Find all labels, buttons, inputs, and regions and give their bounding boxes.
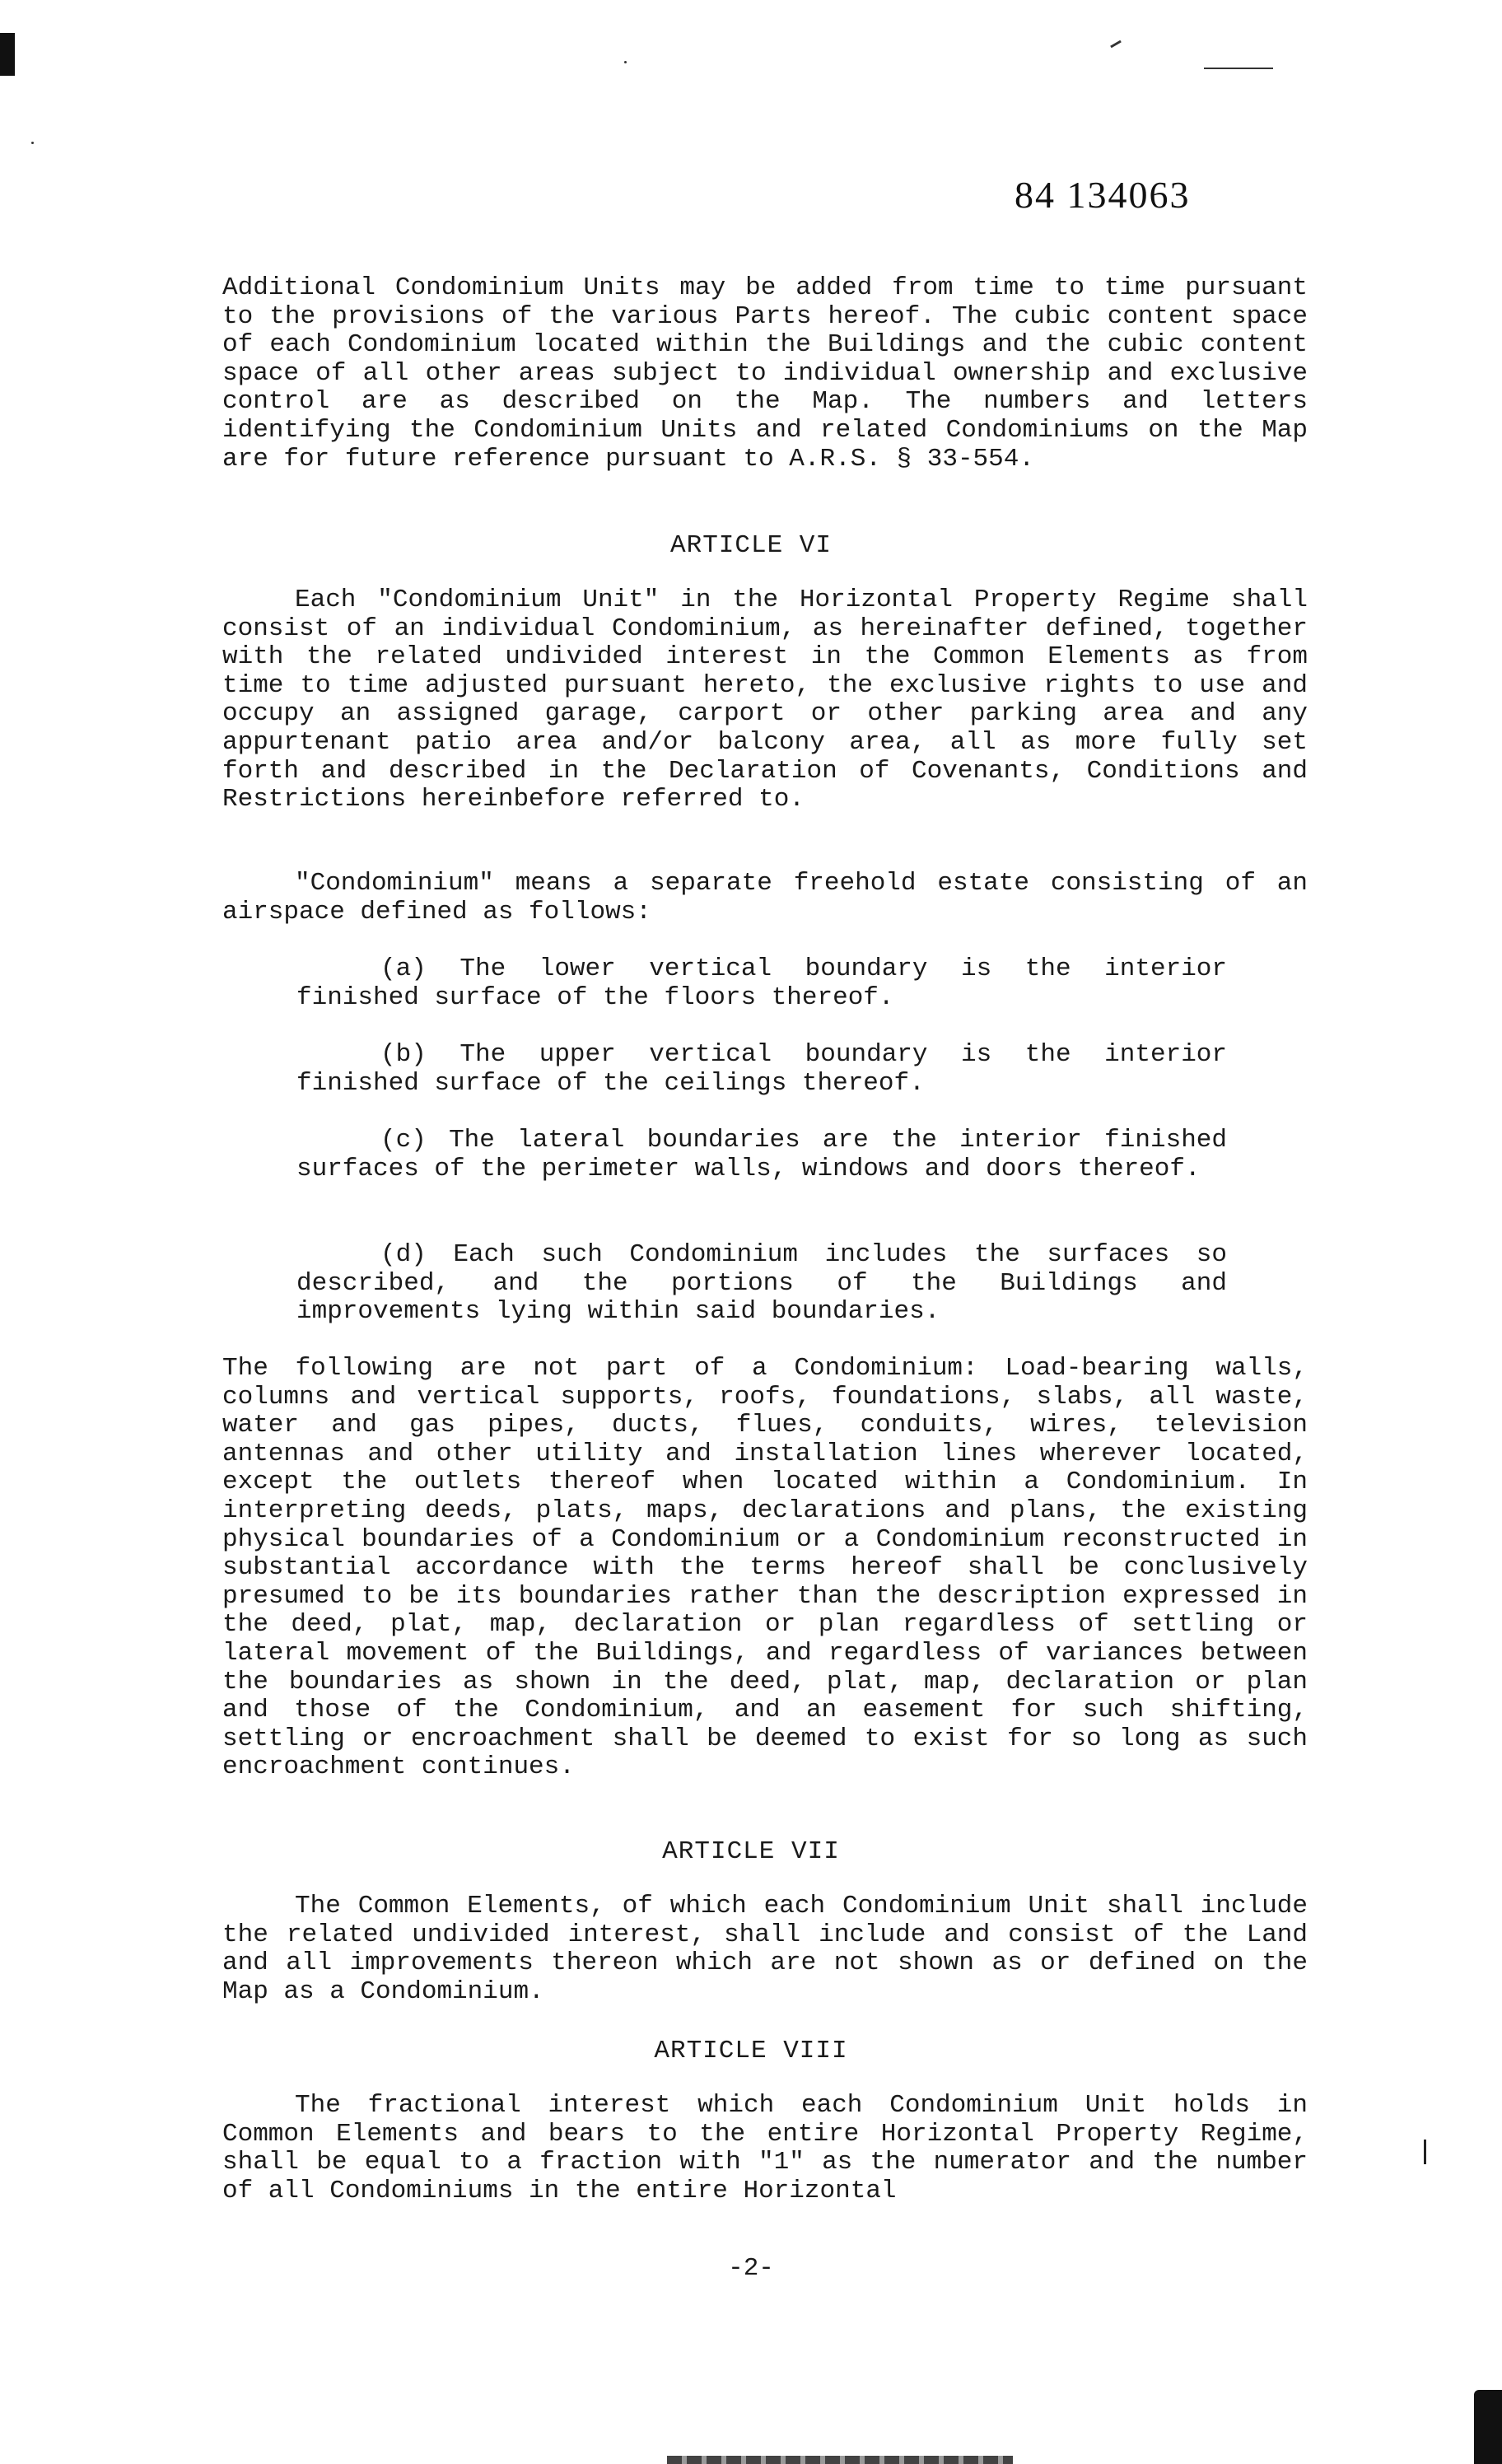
article-viii-heading: ARTICLE VIII — [654, 2037, 848, 2065]
scan-smudge — [667, 2456, 1013, 2464]
scan-speck — [1110, 40, 1122, 49]
boundary-item-d: (d) Each such Condominium includes the surfaces so described, and the portions of the Buildings and improvements lying within said boundaries. — [296, 1240, 1227, 1327]
scan-speck — [624, 61, 627, 63]
boundary-item-c: (c) The lateral boundaries are the interior finished surfaces of the perimeter walls, windows and doors thereof. — [296, 1126, 1227, 1183]
article-vii-heading: ARTICLE VII — [662, 1837, 840, 1866]
article-vi-paragraph-1: Each "Condominium Unit" in the Horizontal Property Regime shall consist of an individual Condominium, as hereinafter defined, together with the related undivided interest in the Common Elements as from time to time adjusted pursuant hereto, the exclusive rights to use and occupy an assigned garage, carport or other parking area and any appurtenant patio area and/or balcony area, all as more fully set forth and described in the Declaration of Covenants, Conditions and Restrictions hereinbefore referred to. — [222, 586, 1308, 814]
page-number: -2- — [728, 2254, 774, 2283]
article-vi-paragraph-2: "Condominium" means a separate freehold estate consisting of an airspace defined as follows: — [222, 869, 1308, 926]
article-viii-paragraph-1: The fractional interest which each Condominium Unit holds in Common Elements and bears to the entire Horizontal Property Regime, shall be equal to a fraction with "1" as the numerator and the number of all Condominiums in the entire Horizontal — [222, 2091, 1308, 2205]
article-vi-heading: ARTICLE VI — [669, 531, 833, 560]
article-vi-paragraph-3: The following are not part of a Condominium: Load-bearing walls, columns and vertical supports, roofs, foundations, slabs, all waste, water and gas pipes, ducts, flues, conduits, wires, television antennas and other utility and installation lines wherever located, except the outlets thereof when located within a Condominium. In interpreting deeds, plats, maps, declarations and plans, the existing physical boundaries of a Condominium or a Condominium reconstructed in substantial accordance with the terms hereof shall be conclusively presumed to be its boundaries rather than the description expressed in the deed, plat, map, declaration or plan regardless of settling or lateral movement of the Buildings, and regardless of variances between the boundaries as shown in the deed, plat, map, declaration or plan and those of the Condominium, and an easement for such shifting, settling or encroachment shall be deemed to exist for so long as such encroachment continues. — [222, 1354, 1308, 1782]
intro-paragraph: Additional Condominium Units may be added from time to time pursuant to the provisions of the various Parts hereof. The cubic content space of each Condominium located within the Buildings and the cubic content space of all other areas subject to individual ownership and exclusive control are as described on the Map. The numbers and letters identifying the Condominium Units and related Condominiums on the Map are for future reference pursuant to A.R.S. § 33-554. — [222, 273, 1308, 474]
scan-edge-mark — [0, 33, 15, 76]
scan-speck — [1204, 68, 1273, 69]
scan-speck — [31, 142, 34, 144]
article-vii-paragraph-1: The Common Elements, of which each Condominium Unit shall include the related undivided interest, shall include and consist of the Land and all improvements thereon which are not shown as or defined on the Map as a Condominium. — [222, 1892, 1308, 2006]
boundary-item-b: (b) The upper vertical boundary is the interior finished surface of the ceilings thereof. — [296, 1040, 1227, 1098]
scan-edge-mark — [1474, 2390, 1502, 2464]
boundary-item-a: (a) The lower vertical boundary is the interior finished surface of the floors thereof. — [296, 954, 1227, 1012]
margin-mark — [1424, 2140, 1426, 2164]
recording-number: 84 134063 — [1015, 174, 1191, 216]
